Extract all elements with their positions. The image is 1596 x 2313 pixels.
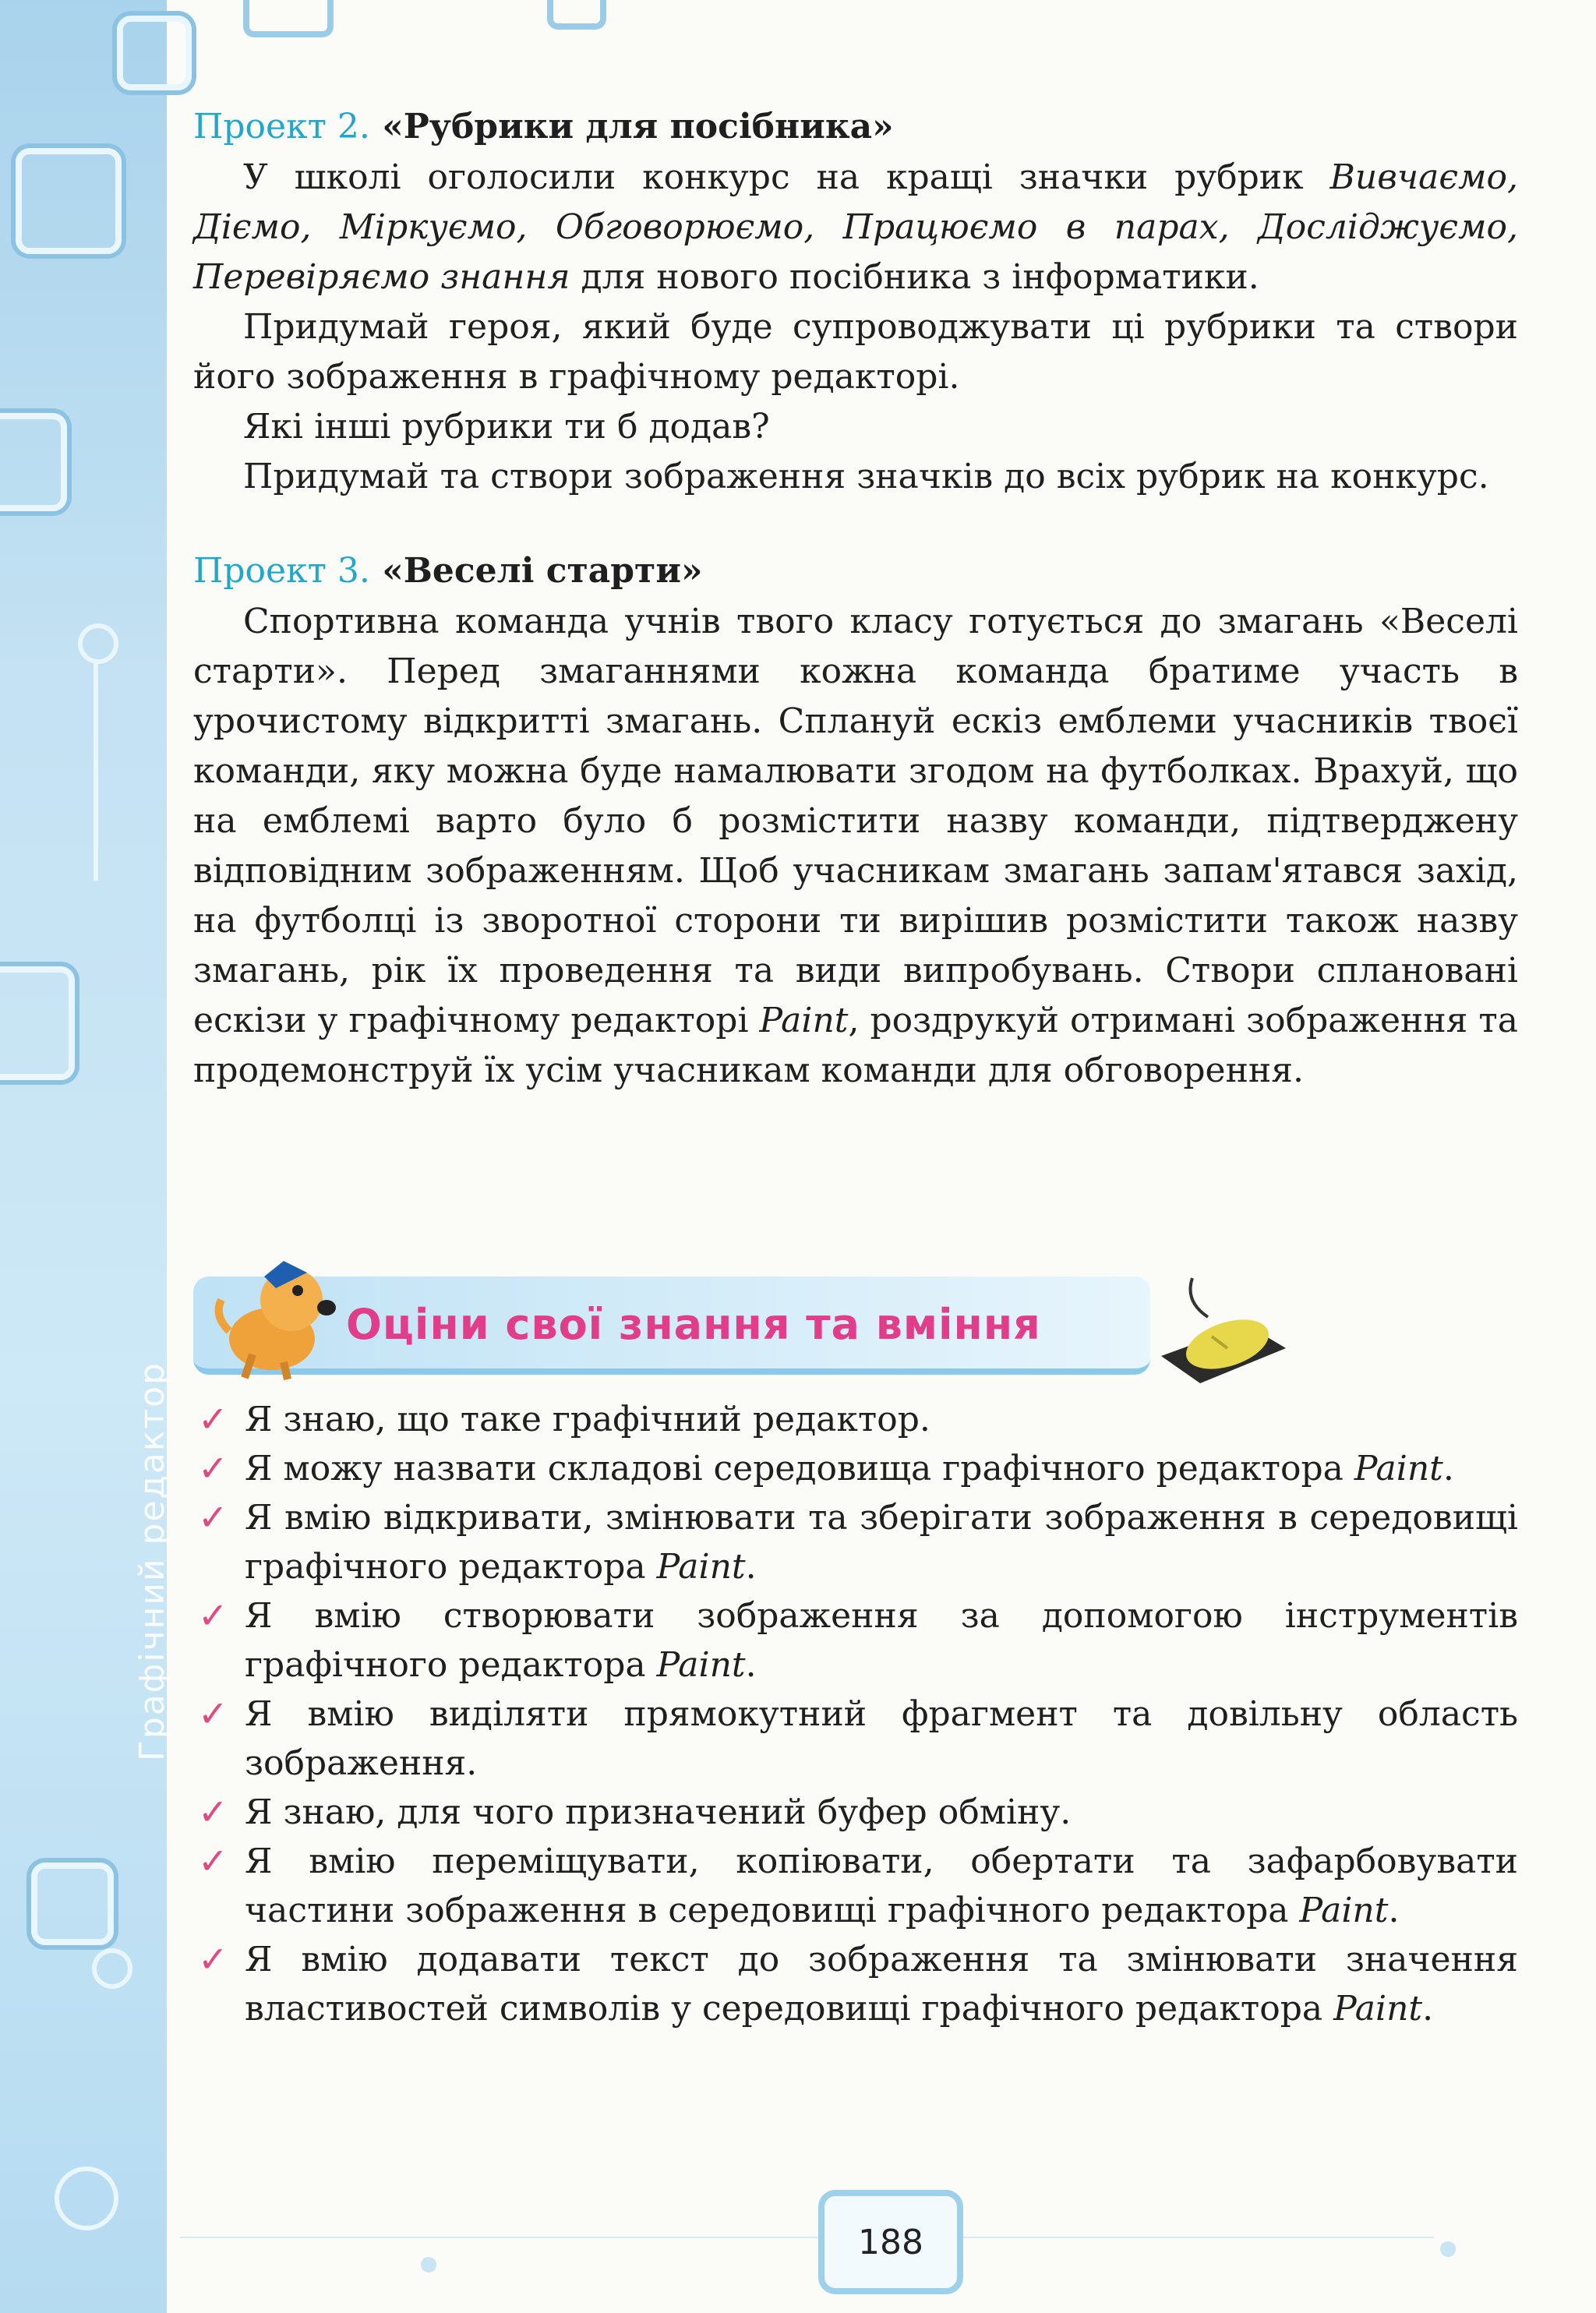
decor-dot — [1440, 2241, 1456, 2257]
app-name: Paint — [759, 1001, 849, 1040]
dog-mascot-icon — [198, 1245, 346, 1383]
item-tail: . — [1422, 1989, 1434, 2029]
item-text: Я знаю, для чого призначений буфер обміну. — [245, 1792, 1072, 1832]
main-content — [193, 101, 1518, 1096]
checklist-item — [193, 1444, 1518, 1493]
checklist-item — [193, 1493, 1518, 1591]
checklist-item — [193, 1935, 1518, 2033]
decor-ring — [55, 2166, 118, 2230]
project2-paragraph: Придумай та створи зображення значків до всіх рубрик на конкурс. — [243, 457, 1489, 496]
section-label-vertical: Графічний редактор — [132, 1361, 172, 1761]
project2-paragraph: Придумай героя, який буде супроводжувати ці рубрики та створи його зображення в графічному редакторі. — [193, 307, 1518, 397]
check-icon: ✓ — [198, 1938, 228, 1980]
page-number: 188 — [818, 2190, 963, 2294]
decor-square — [31, 1863, 114, 1945]
decor-ring — [92, 1948, 132, 1989]
project2-paragraph — [193, 153, 1518, 302]
item-text: Я вмію виділяти прямокутний фрагмент та довільну область зображення. — [245, 1694, 1518, 1783]
decor-square — [0, 966, 75, 1080]
footer-line — [179, 2237, 1434, 2238]
project3-heading — [193, 546, 1518, 597]
project2-paragraph: Які інші рубрики ти б додав? — [243, 407, 770, 447]
decor-square — [117, 16, 192, 90]
decor-line — [94, 662, 98, 881]
item-text: Я вмію відкривати, змінювати та зберігати зображення в середовищі графічного редактора — [245, 1498, 1518, 1587]
text-span: У школі оголосили конкурс на кращі значки рубрик — [243, 157, 1330, 197]
text-span: , роздрукуй отримані зображення та продемонструй їх усім учасникам команди для обговорення. — [193, 1001, 1518, 1090]
item-text: Я вмію створювати зображення за допомогою інструментів графічного редактора — [245, 1596, 1518, 1685]
item-tail: . — [745, 1547, 757, 1587]
check-icon: ✓ — [198, 1447, 228, 1489]
checklist-item — [193, 1837, 1518, 1935]
decor-square — [16, 148, 122, 254]
project3-label: Проект 3. — [193, 551, 370, 591]
text-span: для нового посібника з інформатики. — [570, 257, 1259, 297]
app-name: Paint — [1354, 1449, 1443, 1488]
project3-paragraph — [193, 597, 1518, 1096]
checklist-item — [193, 1591, 1518, 1690]
top-decor — [547, 0, 606, 30]
check-icon: ✓ — [198, 1398, 228, 1440]
check-icon: ✓ — [198, 1840, 228, 1882]
item-text: Я вмію додавати текст до зображення та змінювати значення властивостей символів у середовищі графічного редактора — [245, 1940, 1518, 2029]
rubric-list: Вивчаємо, Діємо, Міркуємо, Обговорюємо, Працюємо в парах, Досліджуємо, Перевіряємо знання — [193, 157, 1518, 297]
project2-title: «Рубрики для посібника» — [382, 107, 894, 147]
top-decor — [243, 0, 334, 37]
project3-title: «Веселі старти» — [382, 551, 703, 591]
project2-label: Проект 2. — [193, 107, 370, 147]
sidebar-decoration — [0, 0, 172, 2313]
checklist-item — [193, 1788, 1518, 1837]
computer-mouse-icon — [1153, 1270, 1294, 1387]
app-name: Paint — [656, 1547, 746, 1587]
app-name: Paint — [1333, 1989, 1423, 2029]
app-name: Paint — [656, 1645, 746, 1685]
check-icon: ✓ — [198, 1791, 228, 1833]
self-check-list — [193, 1395, 1518, 2033]
checklist-item — [193, 1395, 1518, 1444]
item-tail: . — [1442, 1449, 1454, 1488]
check-icon: ✓ — [198, 1496, 228, 1538]
decor-dot — [421, 2257, 436, 2272]
decor-square — [0, 413, 67, 511]
item-tail: . — [1388, 1891, 1400, 1930]
text-span: Спортивна команда учнів твого класу готується до змагань «Веселі старти». Перед змаганнями кожна команда братиме участь в урочистому відкритті змагань. Сплануй ескіз емблеми учасників твоєї команди, яку можна буде намалювати згодом на футболках. Врахуй, що на емблемі варто було б розмістити назву команди, підтверджену відповідним зображенням. Щоб учасникам змагань запам'ятався захід, на футболці із зворотної сторони ти вирішив розмістити також назву змагань, рік їх проведення та види випробувань. Створи сплановані ескізи у графічному редакторі — [193, 602, 1518, 1040]
item-text: Я знаю, що таке графічний редактор. — [245, 1400, 930, 1439]
self-check-banner — [193, 1245, 1150, 1383]
item-text: Я можу назвати складові середовища графічного редактора — [245, 1449, 1354, 1488]
self-check-title: Оціни свої знання та вміння — [346, 1300, 1041, 1349]
project2-heading — [193, 101, 1518, 153]
check-icon: ✓ — [198, 1594, 228, 1637]
app-name: Paint — [1299, 1891, 1389, 1930]
item-tail: . — [745, 1645, 757, 1685]
item-text: Я вмію переміщувати, копіювати, обертати та зафарбовувати частини зображення в середовищі графічного редактора — [245, 1842, 1518, 1930]
check-icon: ✓ — [198, 1693, 228, 1735]
decor-ring — [78, 623, 118, 664]
checklist-item — [193, 1690, 1518, 1788]
